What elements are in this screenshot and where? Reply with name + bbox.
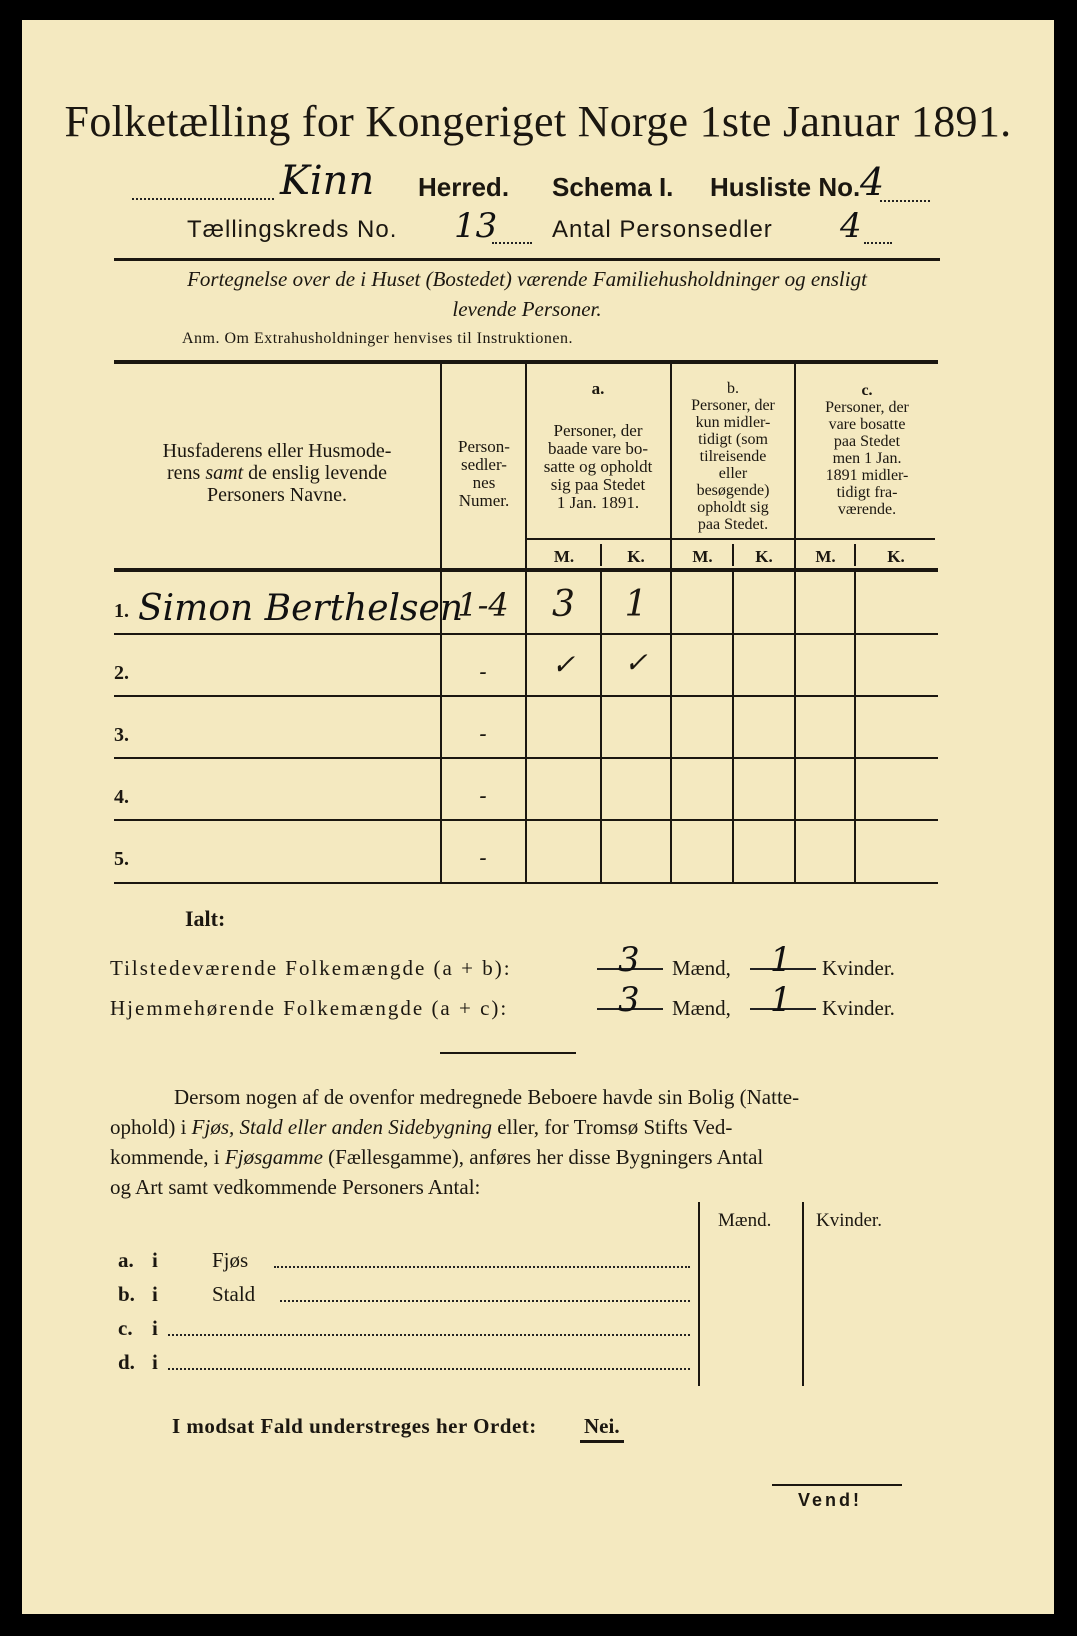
- col-a-m: M.: [553, 547, 575, 566]
- row-number: 3.: [114, 724, 129, 746]
- row-a-m: 3: [552, 584, 575, 625]
- row-person-number: -: [479, 784, 487, 809]
- outbuilding-leader-dots: [274, 1266, 690, 1268]
- outbuildings-vline: [698, 1202, 700, 1386]
- ialt-label: Ialt:: [185, 906, 226, 931]
- header-divider: [114, 258, 940, 261]
- nei-word: Nei.: [584, 1414, 620, 1438]
- census-form-page: [22, 20, 1054, 1614]
- col-names-header: Husfaderens eller Husmode- rens samt de enslig levende Personers Navne.: [162, 440, 392, 506]
- kvinder-label: Kvinder.: [822, 956, 895, 980]
- tilstede-kvinder-value: 1: [770, 940, 792, 980]
- personsedler-label: Antal Personsedler: [552, 216, 773, 243]
- taellingskreds-label: Tællingskreds No.: [187, 216, 398, 243]
- outbuilding-leader-dots: [280, 1300, 690, 1302]
- row-rule: [114, 819, 938, 821]
- outbuilding-i: i: [152, 1248, 158, 1272]
- table-vline: [732, 572, 734, 884]
- paragraph-line-3: kommende, i Fjøsgamme (Fællesgamme), anføres her disse Bygningers Antal: [110, 1145, 764, 1169]
- paragraph-line-4: og Art samt vedkommende Personers Antal:: [110, 1175, 481, 1199]
- row-number: 1.: [114, 600, 129, 622]
- outbuildings-maend-header: Mænd.: [718, 1210, 772, 1231]
- row-number: 4.: [114, 786, 129, 808]
- description-line-2: levende Personer.: [452, 297, 602, 321]
- row-person-number: -: [479, 846, 487, 871]
- paragraph-line-1: Dersom nogen af de ovenfor medregnede Beboere havde sin Bolig (Natte-: [174, 1085, 800, 1109]
- col-number-header: Person- sedler- nes Numer.: [458, 437, 510, 510]
- outbuilding-i: i: [152, 1282, 158, 1306]
- husliste-number: 4: [860, 160, 885, 204]
- col-b-m: M.: [692, 547, 713, 566]
- col-c-m: M.: [815, 547, 836, 566]
- taellingskreds-number: 13: [454, 206, 498, 246]
- row-a-m: ✓: [551, 648, 576, 681]
- husliste-leader-dots: [880, 200, 930, 202]
- outbuilding-letter: a.: [118, 1248, 134, 1272]
- schema-label: Schema I.: [552, 172, 674, 202]
- kvinder-label: Kvinder.: [822, 996, 895, 1020]
- table-vline: [794, 572, 796, 884]
- row-person-number: 1-4: [457, 586, 509, 624]
- table-vline: [854, 572, 856, 884]
- outbuilding-paragraph: [110, 1082, 936, 1202]
- vend-rule: [772, 1484, 902, 1486]
- outbuildings-vline: [802, 1202, 804, 1386]
- tilstede-label: Tilstedeværende Folkemængde (a + b):: [110, 956, 512, 980]
- annotation-note: Anm. Om Extrahusholdninger henvises til Instruktionen.: [182, 330, 573, 347]
- col-b-k: K.: [755, 547, 773, 566]
- paragraph-line-2: ophold) i Fjøs, Stald eller anden Sidebygning eller, for Tromsø Stifts Ved-: [110, 1115, 733, 1139]
- col-a-letter: a.: [591, 379, 605, 398]
- table-vline: [670, 572, 672, 884]
- col-a-k: K.: [627, 547, 645, 566]
- col-c-k: K.: [887, 547, 905, 566]
- herred-label: Herred.: [418, 172, 510, 202]
- row-rule: [114, 695, 938, 697]
- herred-leader-dots: [132, 198, 274, 200]
- row-number: 5.: [114, 848, 129, 870]
- section-divider: [440, 1052, 576, 1054]
- row-a-k: 1: [624, 584, 648, 625]
- row-rule: [114, 633, 938, 635]
- vend-label: Vend!: [798, 1490, 863, 1510]
- maend-label: Mænd,: [672, 996, 731, 1020]
- nei-instruction: I modsat Fald understreges her Ordet:: [172, 1414, 537, 1438]
- maend-label: Mænd,: [672, 956, 731, 980]
- col-c-header: c. Personer, der vare bosatte paa Stedet men 1 Jan. 1891 midler- tidigt fra- værende.: [825, 382, 909, 518]
- husliste-label: Husliste No.: [710, 172, 861, 202]
- row-name: Simon Berthelsen: [138, 588, 464, 629]
- hjemme-label: Hjemmehørende Folkemængde (a + c):: [110, 996, 509, 1020]
- row-rule: [114, 757, 938, 759]
- outbuilding-leader-dots: [168, 1368, 690, 1370]
- col-b-header: b. Personer, der kun midler- tidigt (som tilreisende eller besøgende) opholdt sig paa Stedet.: [691, 380, 775, 533]
- row-a-k: ✓: [624, 646, 648, 679]
- hjemme-kvinder-value: 1: [770, 980, 792, 1020]
- table-bottom-rule: [114, 882, 938, 884]
- mk-subheader-rule: [525, 538, 935, 540]
- table-vline: [440, 364, 442, 568]
- outbuilding-i: i: [152, 1350, 158, 1374]
- form-description: [114, 264, 940, 324]
- row-person-number: -: [479, 722, 487, 747]
- tilstede-maend-value: 3: [618, 940, 640, 980]
- outbuildings-kvinder-header: Kvinder.: [816, 1210, 882, 1231]
- outbuilding-letter: c.: [118, 1316, 133, 1340]
- nei-underline: [580, 1440, 624, 1443]
- row-person-number: -: [479, 660, 487, 685]
- hjemme-maend-value: 3: [618, 980, 640, 1020]
- outbuilding-leader-dots: [168, 1334, 690, 1336]
- herred-handwritten-name: Kinn: [280, 158, 375, 204]
- row-number: 2.: [114, 662, 129, 684]
- outbuilding-label: Stald: [212, 1282, 256, 1306]
- outbuilding-letter: d.: [118, 1350, 135, 1374]
- form-title: Folketælling for Kongeriget Norge 1ste Januar 1891.: [64, 97, 1012, 146]
- outbuilding-letter: b.: [118, 1282, 135, 1306]
- col-a-header: Personer, der baade vare bo- satte og opholdt sig paa Stedet 1 Jan. 1891.: [543, 421, 653, 512]
- personsedler-leader-dots: [864, 242, 892, 244]
- outbuilding-i: i: [152, 1316, 158, 1340]
- description-line-1: Fortegnelse over de i Huset (Bostedet) værende Familiehusholdninger og ensligt: [187, 267, 867, 291]
- personsedler-count: 4: [840, 206, 862, 246]
- taellingskreds-leader-dots: [492, 242, 532, 244]
- outbuilding-label: Fjøs: [212, 1248, 249, 1272]
